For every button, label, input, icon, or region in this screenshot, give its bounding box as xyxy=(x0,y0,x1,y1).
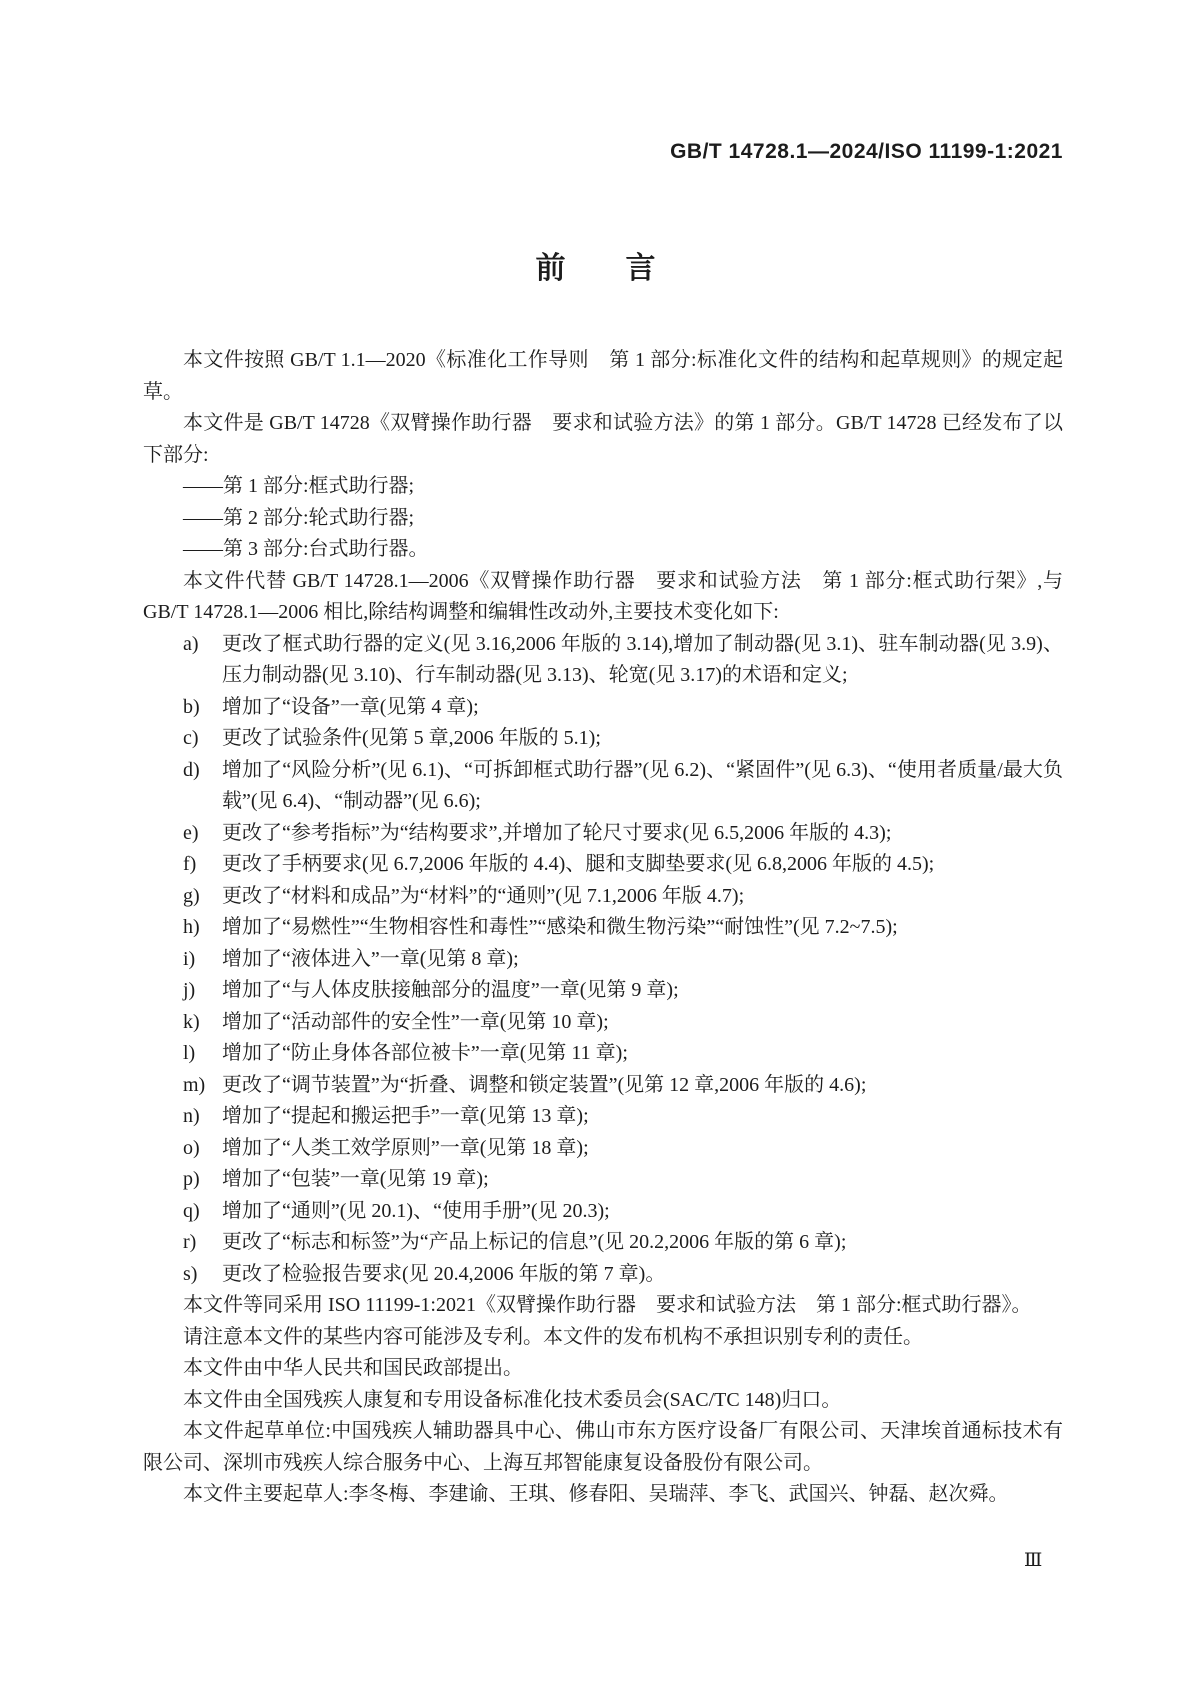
change-text: 更改了手柄要求(见 6.7,2006 年版的 4.4)、腿和支脚垫要求(见 6.8,2006 年版的 4.5); xyxy=(222,853,935,875)
change-letter: h) xyxy=(183,916,200,938)
change-item xyxy=(143,1070,1063,1102)
change-letter: k) xyxy=(183,1010,200,1033)
change-item xyxy=(143,1259,1063,1291)
change-text: 增加了“防止身体各部位被卡”一章(见第 11 章); xyxy=(222,1042,628,1064)
change-text: 增加了“通则”(见 20.1)、“使用手册”(见 20.3); xyxy=(222,1199,610,1222)
change-item xyxy=(143,975,1063,1007)
change-letter: g) xyxy=(183,884,200,907)
paragraph: 本文件按照 GB/T 1.1—2020《标准化工作导则 第 1 部分:标准化文件的结构和起草规则》的规定起草。 xyxy=(143,349,1063,403)
change-item xyxy=(143,692,1063,724)
change-letter: r) xyxy=(183,1231,197,1253)
paragraph: 本文件等同采用 ISO 11199-1:2021《双臂操作助行器 要求和试验方法 第 1 部分:框式助行器》。 xyxy=(183,1294,1032,1316)
change-letter: b) xyxy=(183,695,200,718)
replace-paragraph: 本文件代替 GB/T 14728.1—2006《双臂操作助行器 要求和试验方法 第 1 部分:框式助行架》,与 GB/T 14728.1—2006 相比,除结构调整和编辑性改动外,主要技术变化如下: xyxy=(143,569,1063,623)
change-text: 增加了“活动部件的安全性”一章(见第 10 章); xyxy=(222,1010,609,1033)
change-letter: e) xyxy=(183,821,199,844)
change-letter: q) xyxy=(183,1199,200,1222)
change-text: 更改了“调节装置”为“折叠、调整和锁定装置”(见第 12 章,2006 年版的 4.6); xyxy=(222,1073,867,1096)
change-item xyxy=(143,723,1063,755)
change-text: 增加了“设备”一章(见第 4 章); xyxy=(222,695,479,718)
foreword-body xyxy=(143,345,1063,1511)
change-text: 更改了框式助行器的定义(见 3.16,2006 年版的 3.14),增加了制动器(见 3.1)、驻车制动器(见 3.9)、压力制动器(见 3.10)、行车制动器(见 3.13)、轮宽(见 3.17)的术语和定义; xyxy=(222,632,1063,686)
page-number: Ⅲ xyxy=(1024,1550,1043,1571)
change-item xyxy=(143,1007,1063,1039)
change-letter: d) xyxy=(183,758,200,781)
change-letter: n) xyxy=(183,1105,200,1127)
intro-paragraphs xyxy=(143,345,1063,471)
page-title: 前 言 xyxy=(535,252,656,285)
change-item xyxy=(143,755,1063,818)
change-letter: i) xyxy=(183,947,196,970)
change-text: 更改了试验条件(见第 5 章,2006 年版的 5.1); xyxy=(222,727,601,749)
change-item xyxy=(143,912,1063,944)
change-letter: f) xyxy=(183,853,197,875)
change-letter: s) xyxy=(183,1262,198,1285)
change-text: 更改了检验报告要求(见 20.4,2006 年版的第 7 章)。 xyxy=(222,1262,666,1285)
change-letter: m) xyxy=(183,1073,206,1096)
standard-number: GB/T 14728.1—2024/ISO 11199-1:2021 xyxy=(670,140,1063,163)
closing-paragraphs xyxy=(143,1290,1063,1511)
change-item xyxy=(143,818,1063,850)
change-item xyxy=(143,1038,1063,1070)
change-text: 增加了“与人体皮肤接触部分的温度”一章(见第 9 章); xyxy=(222,979,679,1001)
change-text: 增加了“提起和搬运把手”一章(见第 13 章); xyxy=(222,1105,589,1127)
change-item xyxy=(143,1133,1063,1165)
change-item xyxy=(143,1196,1063,1228)
change-item xyxy=(143,849,1063,881)
change-letter: j) xyxy=(183,979,196,1001)
change-text: 更改了“参考指标”为“结构要求”,并增加了轮尺寸要求(见 6.5,2006 年版的 4.3); xyxy=(222,821,892,844)
change-item xyxy=(143,629,1063,692)
change-text: 增加了“人类工效学原则”一章(见第 18 章); xyxy=(222,1136,589,1159)
change-item xyxy=(143,1101,1063,1133)
change-letter: c) xyxy=(183,727,199,749)
change-text: 增加了“包装”一章(见第 19 章); xyxy=(222,1168,489,1190)
part-list-item: ——第 3 部分:台式助行器。 xyxy=(183,538,429,560)
parts-list xyxy=(143,471,1063,566)
change-letter: a) xyxy=(183,632,199,655)
change-item xyxy=(143,881,1063,913)
change-letter: l) xyxy=(183,1042,196,1064)
paragraph: 本文件主要起草人:李冬梅、李建谕、王琪、修春阳、吴瑞萍、李飞、武国兴、钟磊、赵次舜。 xyxy=(183,1483,1009,1505)
change-letter: p) xyxy=(183,1168,200,1190)
change-item xyxy=(143,1227,1063,1259)
change-item xyxy=(143,1164,1063,1196)
part-list-item: ——第 1 部分:框式助行器; xyxy=(183,475,415,497)
paragraph: 请注意本文件的某些内容可能涉及专利。本文件的发布机构不承担识别专利的责任。 xyxy=(183,1325,923,1348)
change-text: 增加了“风险分析”(见 6.1)、“可拆卸框式助行器”(见 6.2)、“紧固件”(见 6.3)、“使用者质量/最大负载”(见 6.4)、“制动器”(见 6.6); xyxy=(222,758,1063,812)
paragraph: 本文件是 GB/T 14728《双臂操作助行器 要求和试验方法》的第 1 部分。GB/T 14728 已经发布了以下部分: xyxy=(143,412,1063,466)
change-text: 更改了“标志和标签”为“产品上标记的信息”(见 20.2,2006 年版的第 6 章); xyxy=(222,1231,847,1253)
change-text: 增加了“液体进入”一章(见第 8 章); xyxy=(222,947,519,970)
part-list-item: ——第 2 部分:轮式助行器; xyxy=(183,506,415,529)
paragraph: 本文件由全国残疾人康复和专用设备标准化技术委员会(SAC/TC 148)归口。 xyxy=(183,1388,842,1411)
change-text: 增加了“易燃性”“生物相容性和毒性”“感染和微生物污染”“耐蚀性”(见 7.2~7.5); xyxy=(222,916,898,938)
change-text: 更改了“材料和成品”为“材料”的“通则”(见 7.1,2006 年版 4.7); xyxy=(222,884,745,907)
paragraph: 本文件起草单位:中国残疾人辅助器具中心、佛山市东方医疗设备厂有限公司、天津埃首通标技术有限公司、深圳市残疾人综合服务中心、上海互邦智能康复设备股份有限公司。 xyxy=(143,1420,1063,1474)
change-letter: o) xyxy=(183,1136,200,1159)
changes-list xyxy=(143,629,1063,1291)
change-item xyxy=(143,944,1063,976)
paragraph: 本文件由中华人民共和国民政部提出。 xyxy=(183,1357,523,1379)
